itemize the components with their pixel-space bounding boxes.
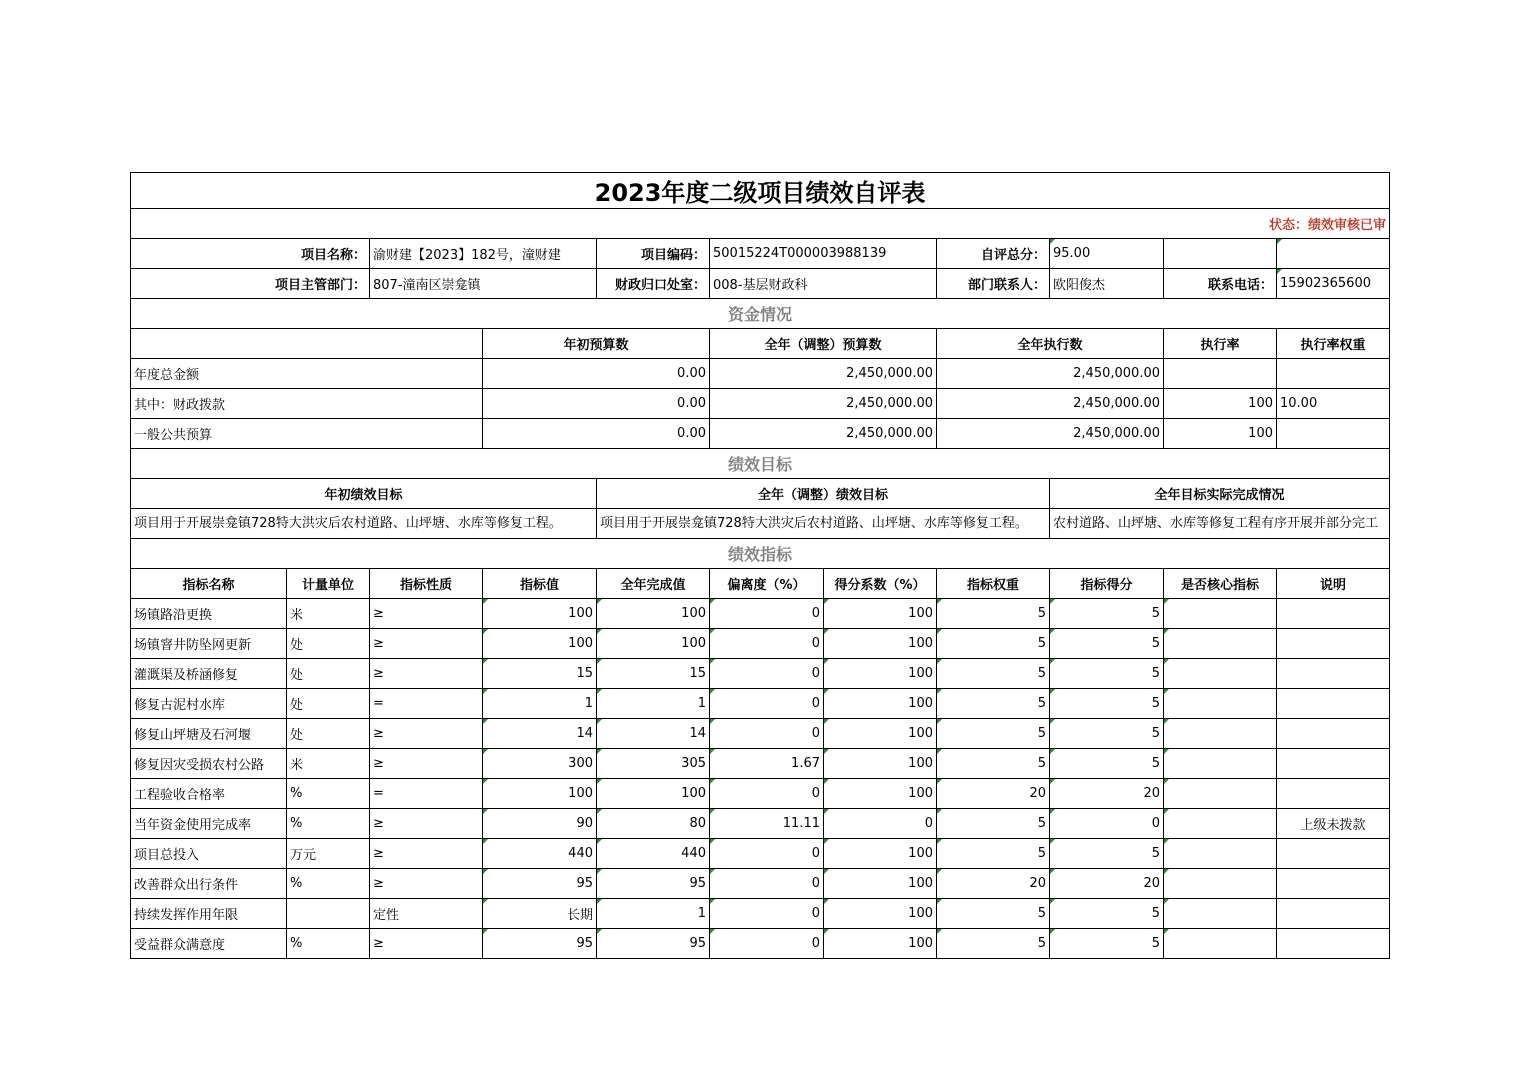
- empty-cell: [1277, 239, 1390, 269]
- phone-value: 15902365600: [1277, 269, 1390, 299]
- table-row: [131, 869, 1390, 899]
- funds-row: [131, 419, 1390, 449]
- indicator-coefficient: 100: [824, 689, 937, 719]
- indicator-core: [1164, 809, 1277, 839]
- indicator-unit: 米: [287, 749, 370, 779]
- funds-initial: 0.00: [483, 359, 710, 389]
- indicator-header: 指标性质: [370, 569, 483, 599]
- indicator-header: 指标名称: [131, 569, 287, 599]
- indicator-name: 当年资金使用完成率: [131, 809, 287, 839]
- indicator-deviation: 0: [710, 659, 824, 689]
- table-row: [131, 839, 1390, 869]
- indicator-name: 修复山坪塘及石河堰: [131, 719, 287, 749]
- indicator-unit: [287, 899, 370, 929]
- indicator-weight: 5: [937, 809, 1050, 839]
- indicator-target: 长期: [483, 899, 597, 929]
- goal-initial: 项目用于开展崇龛镇728特大洪灾后农村道路、山坪塘、水库等修复工程。: [131, 509, 597, 539]
- indicator-score: 5: [1050, 749, 1164, 779]
- indicator-unit: %: [287, 929, 370, 959]
- indicator-unit: 处: [287, 689, 370, 719]
- indicator-deviation: 0: [710, 839, 824, 869]
- indicator-target: 1: [483, 689, 597, 719]
- indicator-note: [1277, 749, 1390, 779]
- indicator-target: 15: [483, 659, 597, 689]
- indicator-completed: 15: [597, 659, 710, 689]
- indicator-core: [1164, 659, 1277, 689]
- indicator-deviation: 0: [710, 869, 824, 899]
- indicator-name: 改善群众出行条件: [131, 869, 287, 899]
- indicator-completed: 14: [597, 719, 710, 749]
- indicator-target: 300: [483, 749, 597, 779]
- indicator-coefficient: 100: [824, 719, 937, 749]
- goals-header: 年初绩效目标: [131, 479, 597, 509]
- indicator-header: 计量单位: [287, 569, 370, 599]
- indicator-unit: 处: [287, 719, 370, 749]
- table-row: [131, 599, 1390, 629]
- finance-value: 008-基层财政科: [710, 269, 937, 299]
- indicator-header: 说明: [1277, 569, 1390, 599]
- indicator-completed: 1: [597, 899, 710, 929]
- indicator-header: 指标得分: [1050, 569, 1164, 599]
- goals-section-title: 绩效目标: [131, 449, 1390, 479]
- table-row: [131, 749, 1390, 779]
- goals-content-row: [131, 509, 1390, 539]
- indicator-weight: 5: [937, 629, 1050, 659]
- indicator-coefficient: 100: [824, 899, 937, 929]
- indicator-weight: 5: [937, 719, 1050, 749]
- indicator-weight: 5: [937, 899, 1050, 929]
- goals-header: 全年目标实际完成情况: [1050, 479, 1390, 509]
- indicator-completed: 100: [597, 629, 710, 659]
- funds-initial: 0.00: [483, 419, 710, 449]
- funds-rate: [1164, 359, 1277, 389]
- goal-adjusted: 项目用于开展崇龛镇728特大洪灾后农村道路、山坪塘、水库等修复工程。: [597, 509, 1050, 539]
- indicator-note: [1277, 779, 1390, 809]
- indicator-core: [1164, 689, 1277, 719]
- indicator-score: 5: [1050, 599, 1164, 629]
- indicator-unit: %: [287, 869, 370, 899]
- indicator-coefficient: 100: [824, 659, 937, 689]
- indicator-weight: 5: [937, 659, 1050, 689]
- indicator-completed: 80: [597, 809, 710, 839]
- indicator-coefficient: 100: [824, 869, 937, 899]
- indicator-weight: 5: [937, 689, 1050, 719]
- indicator-nature: ≥: [370, 659, 483, 689]
- indicator-nature: ≥: [370, 629, 483, 659]
- table-row: [131, 689, 1390, 719]
- indicator-name: 受益群众满意度: [131, 929, 287, 959]
- indicator-score: 5: [1050, 689, 1164, 719]
- funds-row-name: 年度总金额: [131, 359, 483, 389]
- indicator-note: [1277, 719, 1390, 749]
- indicator-header: 得分系数（%）: [824, 569, 937, 599]
- funds-adjusted: 2,450,000.00: [710, 389, 937, 419]
- self-evaluation-sheet: [130, 172, 1390, 959]
- indicator-core: [1164, 929, 1277, 959]
- indicator-note: [1277, 929, 1390, 959]
- funds-executed: 2,450,000.00: [937, 419, 1164, 449]
- total-score-value: 95.00: [1050, 239, 1164, 269]
- indicator-nature: ≥: [370, 719, 483, 749]
- indicator-completed: 305: [597, 749, 710, 779]
- indicator-deviation: 0: [710, 599, 824, 629]
- indicator-weight: 20: [937, 869, 1050, 899]
- goal-actual: 农村道路、山坪塘、水库等修复工程有序开展并部分完工: [1050, 509, 1390, 539]
- funds-row: [131, 359, 1390, 389]
- indicator-unit: 万元: [287, 839, 370, 869]
- indicator-completed: 100: [597, 779, 710, 809]
- phone-label: 联系电话：: [1164, 269, 1277, 299]
- indicator-header: 全年完成值: [597, 569, 710, 599]
- indicator-target: 100: [483, 779, 597, 809]
- empty-cell: [131, 329, 483, 359]
- indicator-header: 偏离度（%）: [710, 569, 824, 599]
- funds-initial: 0.00: [483, 389, 710, 419]
- indicator-weight: 5: [937, 749, 1050, 779]
- indicator-coefficient: 100: [824, 629, 937, 659]
- indicator-core: [1164, 899, 1277, 929]
- funds-weight: [1277, 419, 1390, 449]
- indicator-core: [1164, 629, 1277, 659]
- indicator-unit: %: [287, 809, 370, 839]
- indicator-nature: ≥: [370, 599, 483, 629]
- indicator-coefficient: 100: [824, 779, 937, 809]
- project-code-value: 50015224T000003988139: [710, 239, 937, 269]
- funds-row-name: 其中：财政拨款: [131, 389, 483, 419]
- dept-value: 807-潼南区崇龛镇: [370, 269, 597, 299]
- indicator-deviation: 0: [710, 719, 824, 749]
- table-row: [131, 929, 1390, 959]
- indicators-section-title: 绩效指标: [131, 539, 1390, 569]
- indicator-name: 项目总投入: [131, 839, 287, 869]
- indicator-weight: 5: [937, 599, 1050, 629]
- indicator-target: 440: [483, 839, 597, 869]
- info-row-1: [131, 239, 1390, 269]
- indicator-header: 是否核心指标: [1164, 569, 1277, 599]
- indicator-coefficient: 100: [824, 839, 937, 869]
- indicator-target: 100: [483, 599, 597, 629]
- indicator-weight: 20: [937, 779, 1050, 809]
- indicator-note: [1277, 629, 1390, 659]
- indicator-note: [1277, 689, 1390, 719]
- total-score-label: 自评总分：: [937, 239, 1050, 269]
- indicator-nature: ≥: [370, 749, 483, 779]
- indicator-score: 5: [1050, 839, 1164, 869]
- funds-header: 执行率: [1164, 329, 1277, 359]
- indicator-completed: 95: [597, 929, 710, 959]
- project-name-value: 渝财建【2023】182号，潼财建: [370, 239, 597, 269]
- indicator-score: 5: [1050, 629, 1164, 659]
- indicator-deviation: 0: [710, 929, 824, 959]
- indicator-weight: 5: [937, 839, 1050, 869]
- funds-header: 全年（调整）预算数: [710, 329, 937, 359]
- indicator-core: [1164, 719, 1277, 749]
- indicator-core: [1164, 869, 1277, 899]
- indicator-target: 100: [483, 629, 597, 659]
- indicator-note: [1277, 839, 1390, 869]
- indicator-completed: 440: [597, 839, 710, 869]
- indicator-unit: 处: [287, 629, 370, 659]
- funds-row: [131, 389, 1390, 419]
- indicator-unit: 米: [287, 599, 370, 629]
- indicator-score: 20: [1050, 779, 1164, 809]
- indicator-coefficient: 0: [824, 809, 937, 839]
- indicator-score: 20: [1050, 869, 1164, 899]
- funds-header-row: [131, 329, 1390, 359]
- info-row-2: [131, 269, 1390, 299]
- indicator-coefficient: 100: [824, 749, 937, 779]
- page-title: 2023年度二级项目绩效自评表: [131, 173, 1390, 209]
- indicator-name: 场镇路沿更换: [131, 599, 287, 629]
- funds-executed: 2,450,000.00: [937, 389, 1164, 419]
- indicator-completed: 95: [597, 869, 710, 899]
- project-code-label: 项目编码：: [597, 239, 710, 269]
- indicator-nature: =: [370, 779, 483, 809]
- indicator-deviation: 1.67: [710, 749, 824, 779]
- indicator-score: 5: [1050, 719, 1164, 749]
- goals-header: 全年（调整）绩效目标: [597, 479, 1050, 509]
- finance-label: 财政归口处室：: [597, 269, 710, 299]
- indicator-name: 修复古泥村水库: [131, 689, 287, 719]
- funds-weight: [1277, 359, 1390, 389]
- indicator-core: [1164, 599, 1277, 629]
- indicator-name: 修复因灾受损农村公路: [131, 749, 287, 779]
- indicator-target: 90: [483, 809, 597, 839]
- indicator-unit: %: [287, 779, 370, 809]
- table-row: [131, 899, 1390, 929]
- indicator-header: 指标权重: [937, 569, 1050, 599]
- funds-header: 全年执行数: [937, 329, 1164, 359]
- indicator-deviation: 11.11: [710, 809, 824, 839]
- indicator-name: 持续发挥作用年限: [131, 899, 287, 929]
- table-row: [131, 719, 1390, 749]
- indicator-nature: ≥: [370, 839, 483, 869]
- indicator-deviation: 0: [710, 779, 824, 809]
- indicator-nature: 定性: [370, 899, 483, 929]
- indicator-target: 95: [483, 929, 597, 959]
- indicator-coefficient: 100: [824, 599, 937, 629]
- indicator-unit: 处: [287, 659, 370, 689]
- funds-row-name: 一般公共预算: [131, 419, 483, 449]
- project-name-label: 项目名称：: [131, 239, 370, 269]
- indicator-name: 工程验收合格率: [131, 779, 287, 809]
- indicator-note: [1277, 899, 1390, 929]
- indicator-score: 5: [1050, 929, 1164, 959]
- indicator-note: [1277, 599, 1390, 629]
- indicator-score: 5: [1050, 899, 1164, 929]
- funds-section-title: 资金情况: [131, 299, 1390, 329]
- funds-rate: 100: [1164, 419, 1277, 449]
- funds-executed: 2,450,000.00: [937, 359, 1164, 389]
- indicator-core: [1164, 749, 1277, 779]
- funds-rate: 100: [1164, 389, 1277, 419]
- indicator-target: 95: [483, 869, 597, 899]
- indicator-core: [1164, 839, 1277, 869]
- table-row: [131, 629, 1390, 659]
- dept-label: 项目主管部门：: [131, 269, 370, 299]
- indicator-core: [1164, 779, 1277, 809]
- funds-adjusted: 2,450,000.00: [710, 359, 937, 389]
- contact-label: 部门联系人：: [937, 269, 1050, 299]
- indicators-section-row: [131, 539, 1390, 569]
- indicator-name: 场镇窨井防坠网更新: [131, 629, 287, 659]
- indicators-header-row: [131, 569, 1390, 599]
- indicator-score: 0: [1050, 809, 1164, 839]
- table-row: [131, 659, 1390, 689]
- status-badge: 状态：绩效审核已审: [131, 209, 1390, 239]
- table-row: [131, 779, 1390, 809]
- table-row: [131, 809, 1390, 839]
- indicator-nature: ≥: [370, 869, 483, 899]
- indicator-score: 5: [1050, 659, 1164, 689]
- goals-header-row: [131, 479, 1390, 509]
- indicator-nature: ≥: [370, 929, 483, 959]
- indicator-completed: 1: [597, 689, 710, 719]
- indicator-coefficient: 100: [824, 929, 937, 959]
- indicator-note: 上级未拨款: [1277, 809, 1390, 839]
- funds-adjusted: 2,450,000.00: [710, 419, 937, 449]
- indicator-deviation: 0: [710, 629, 824, 659]
- indicator-completed: 100: [597, 599, 710, 629]
- indicator-note: [1277, 659, 1390, 689]
- indicator-nature: =: [370, 689, 483, 719]
- indicator-deviation: 0: [710, 899, 824, 929]
- indicator-weight: 5: [937, 929, 1050, 959]
- contact-value: 欧阳俊杰: [1050, 269, 1164, 299]
- indicator-target: 14: [483, 719, 597, 749]
- goals-section-row: [131, 449, 1390, 479]
- empty-cell: [1164, 239, 1277, 269]
- funds-header: 执行率权重: [1277, 329, 1390, 359]
- indicator-nature: ≥: [370, 809, 483, 839]
- funds-weight: 10.00: [1277, 389, 1390, 419]
- indicator-name: 灌溉渠及桥涵修复: [131, 659, 287, 689]
- indicator-note: [1277, 869, 1390, 899]
- indicator-header: 指标值: [483, 569, 597, 599]
- funds-header: 年初预算数: [483, 329, 710, 359]
- indicator-deviation: 0: [710, 689, 824, 719]
